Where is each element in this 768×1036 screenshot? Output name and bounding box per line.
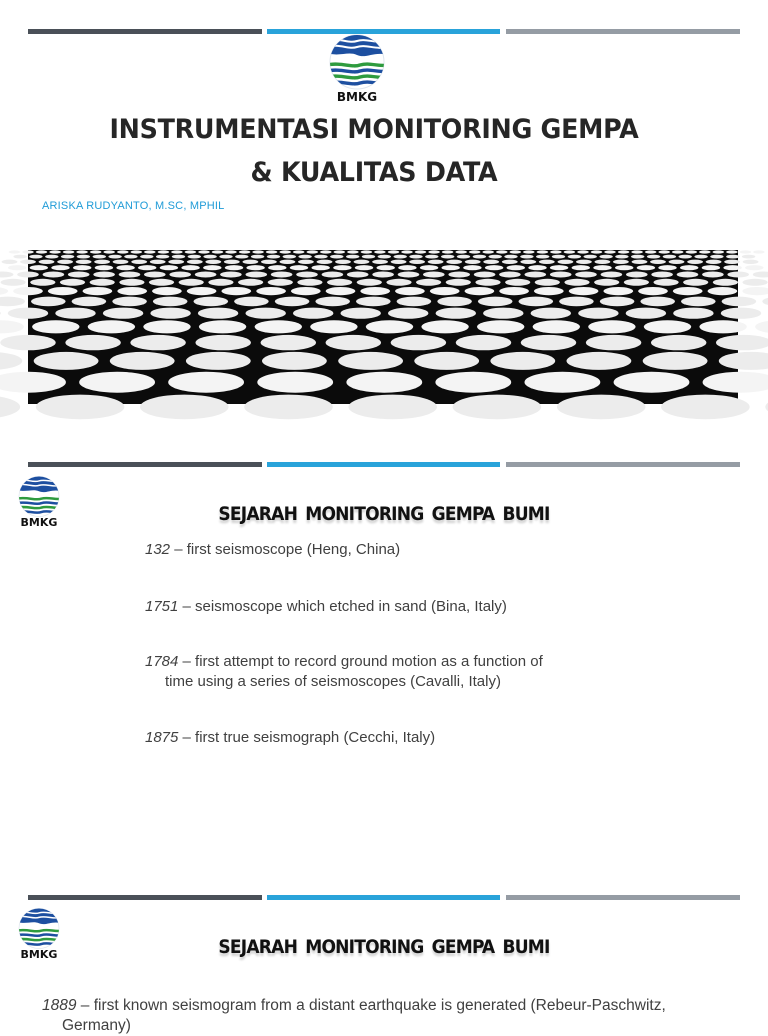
author-name: ARISKA RUDYANTO, M.SC, MPHIL (42, 200, 225, 212)
timeline-entry (145, 728, 625, 748)
logo-text: BMKG (20, 948, 58, 961)
timeline-entry (42, 996, 742, 1036)
accent-bar-dark (28, 462, 262, 467)
hero-image (28, 250, 738, 404)
entry-year: 132 (145, 541, 171, 558)
accent-bar-gray (506, 462, 740, 467)
accent-bar-dark (28, 29, 262, 34)
entry-year: 1751 (145, 598, 179, 615)
entry-text: – first attempt to record ground motion as a function of (178, 653, 543, 670)
entry-text: – first true seismograph (Cecchi, Italy) (178, 729, 436, 746)
history-slide-1 (0, 440, 768, 880)
entry-text: – seismoscope which etched in sand (Bina, Italy) (178, 598, 507, 615)
accent-bar-dark (28, 895, 262, 900)
entry-year: 1889 (42, 997, 77, 1014)
title-slide (0, 0, 768, 440)
entry-text: – first seismoscope (Heng, China) (170, 541, 401, 558)
section-heading: SEJARAH MONITORING GEMPA BUMI (218, 503, 550, 525)
accent-bars (28, 895, 740, 900)
accent-bar-gray (506, 895, 740, 900)
logo-text: BMKG (20, 516, 58, 529)
entry-year: 1784 (145, 653, 179, 670)
entry-continuation: time using a series of seismoscopes (Cavalli, Italy) (165, 673, 501, 690)
title-line-2: & KUALITAS DATA (250, 157, 498, 188)
timeline-entry (145, 652, 625, 692)
accent-bars (28, 462, 740, 467)
accent-bar-blue (267, 895, 500, 900)
entry-text: – first known seismogram from a distant earthquake is generated (Rebeur-Paschwitz, (76, 997, 666, 1014)
accent-bar-gray (506, 29, 740, 34)
presentation-title (60, 108, 688, 194)
accent-bar-blue (267, 462, 500, 467)
timeline-entry (145, 597, 625, 617)
timeline-entry (145, 540, 625, 560)
logo-text: BMKG (336, 90, 378, 104)
history-slide-2 (0, 880, 768, 1034)
bmkg-logo-icon (326, 33, 388, 91)
bmkg-logo (326, 33, 388, 105)
entry-continuation: Germany) (62, 1017, 131, 1034)
entry-year: 1875 (145, 729, 179, 746)
section-heading: SEJARAH MONITORING GEMPA BUMI (218, 936, 550, 958)
title-line-1: INSTRUMENTASI MONITORING GEMPA (109, 114, 639, 145)
